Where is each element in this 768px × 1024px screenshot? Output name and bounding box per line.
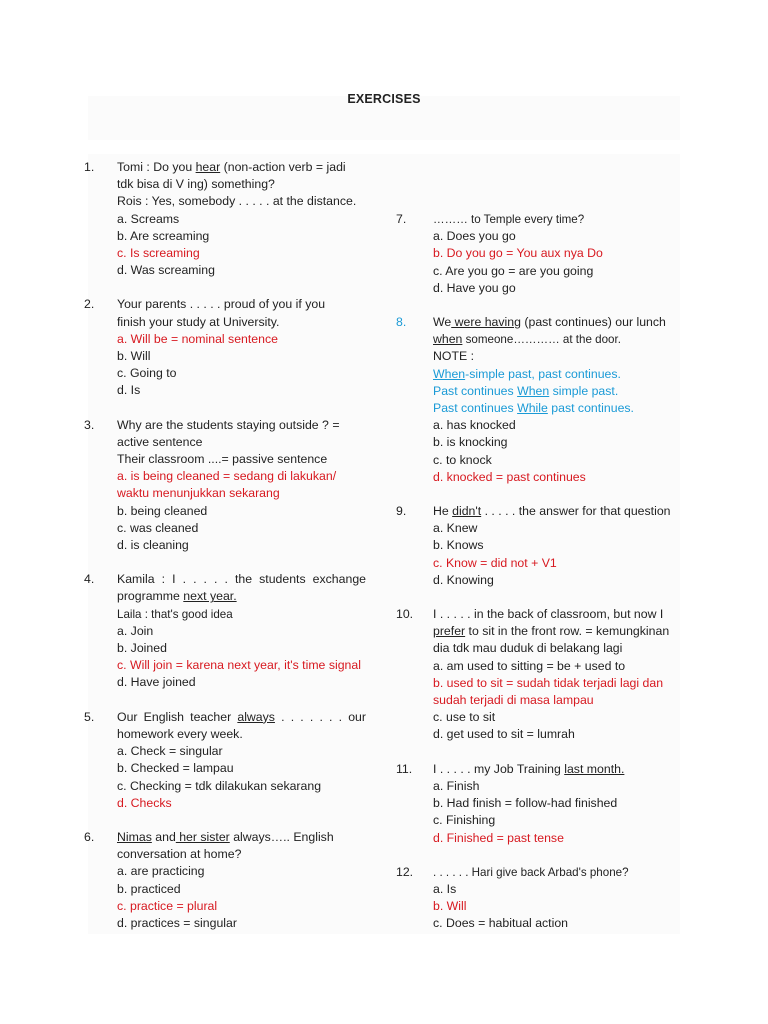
question-line [433,555,678,572]
question-line [117,468,366,485]
text-run: c. Are you go = are you going [433,263,594,278]
text-run: Nimas [117,829,152,844]
text-run: a. am used to sitting = be + used to [433,658,626,673]
text-run: simple past. [549,383,619,398]
question-line [433,503,678,520]
text-run: b. Do you go = You aux nya Do [433,246,603,261]
question-number: 5. [84,709,95,724]
text-run: Past continues [433,401,518,416]
question-line [433,228,678,245]
text-run: a. is being cleaned = sedang di lakukan/ [117,469,337,484]
question-number: 6. [84,829,95,844]
text-run: We [433,315,452,330]
text-run: d. practices = singular [117,915,237,930]
text-run: tdk bisa di V ing) something? [117,177,275,192]
text-run: a. are practicing [117,864,205,879]
question-10 [396,606,678,744]
question-12 [396,864,678,933]
question-line [117,245,366,262]
question-line [117,606,366,623]
text-run: past continues. [547,401,634,416]
text-run: d. Checks [117,795,172,810]
text-run: I . . . . . my Job Training [433,761,565,776]
question-line [433,520,678,537]
text-run: . . . . . . . our [274,709,366,724]
text-run: b. being cleaned [117,503,208,518]
text-run: b. used to sit = sudah tidak terjadi lagi dan [433,675,664,690]
text-run: ……… to Temple every time? [433,213,585,226]
question-line [117,863,366,880]
text-run: homework every week. [117,726,243,741]
question-line [433,640,678,657]
question-line [117,485,366,502]
text-run: c. Going to [117,366,177,381]
text-run: Tomi : Do you [117,160,196,174]
question-line [433,864,678,881]
question-line [117,314,366,331]
question-line [433,280,678,297]
text-run: c. Does = habitual action [433,916,569,931]
text-run: c. use to sit [433,710,496,725]
question-line [433,623,678,640]
text-run: c. Checking = tdk dilakukan sekarang [117,778,322,793]
question-line [433,417,678,434]
text-run: c. Know = did not + V1 [433,555,557,570]
text-run: someone………… at the door. [462,333,621,347]
text-run: always [237,709,275,724]
question-line [117,451,366,468]
question-line [117,623,366,640]
text-run: When [517,383,550,398]
question-line [117,503,366,520]
question-line [433,675,678,692]
question-line [433,400,678,417]
text-run: hear [195,160,221,174]
text-run: a. Screams [117,211,180,226]
text-run: waktu menunjukkan sekarang [117,486,280,501]
question-line [117,760,366,777]
question-line [117,571,366,588]
text-run: a. Finish [433,778,480,793]
text-run: c. practice = plural [117,898,218,913]
question-number: 9. [396,504,407,519]
text-run: c. was cleaned [117,520,199,535]
text-run: a. Knew [433,521,478,536]
question-line [433,348,678,365]
text-run: b. is knocking [433,435,508,450]
question-5 [84,709,366,812]
question-line [433,434,678,451]
text-run: b. practiced [117,881,181,896]
text-run: Why are the students staying outside ? = [117,417,340,432]
text-run: last month. [564,761,625,776]
text-run: a. has knocked [433,418,516,433]
question-number: 4. [84,572,95,587]
question-line [433,830,678,847]
question-line [117,709,366,726]
text-run: active sentence [117,434,203,449]
text-run: b. Are screaming [117,228,210,243]
question-number: 11. [396,761,413,776]
question-line [433,812,678,829]
text-run: conversation at home? [117,847,242,862]
question-line [433,658,678,675]
question-line [117,915,366,932]
question-line [433,898,678,915]
text-run: d. Is [117,383,141,398]
text-run: when [433,332,463,347]
text-run: b. Will [117,349,151,364]
text-run: always….. English [229,829,334,844]
text-run: a. Is [433,881,457,896]
text-run: While [517,401,548,416]
question-line [433,709,678,726]
text-run: c. Will join = karena next year, it's time signal [117,658,361,673]
text-run: Your parents . . . . . proud of you if you [117,297,326,312]
text-run: NOTE : [433,349,474,364]
question-line [117,520,366,537]
question-line [433,761,678,778]
question-line [433,331,678,348]
question-line [433,881,678,898]
text-run: b. Checked = lampau [117,761,234,776]
text-run: prefer [433,624,466,639]
question-line [433,383,678,400]
question-11 [396,761,678,847]
text-run: a. Does you go [433,229,516,244]
text-run: her sister [175,829,230,844]
text-run: were having [451,315,521,330]
text-run: Laila : that's good idea [117,607,233,621]
question-line [117,588,366,605]
text-run: . . . . . . Hari give back Arbad's phone? [433,865,629,879]
question-line [117,898,366,915]
question-number: 12. [396,864,414,879]
question-number: 8. [396,315,407,330]
question-number: 7. [396,212,407,226]
text-run: next year. [183,589,237,604]
text-run: d. is cleaning [117,538,189,553]
right-column [396,211,678,933]
text-run: d. knocked = past continues [433,469,586,484]
text-run: d. Have you go [433,280,516,295]
question-line [117,674,366,691]
text-run: and [151,829,176,844]
text-run: d. Was screaming [117,263,215,278]
question-line [117,262,366,279]
text-run: When [433,366,466,381]
question-line [117,640,366,657]
text-run: dia tdk mau duduk di belakang lagi [433,641,623,656]
text-run: didn't [452,504,482,519]
text-run: to sit in the front row. = kemungkinan [465,624,670,639]
question-line [117,331,366,348]
text-run: I . . . . . in the back of classroom, but now I [433,607,664,622]
question-line [433,263,678,280]
question-line [117,228,366,245]
text-run: finish your study at University. [117,314,280,329]
question-line [433,915,678,932]
question-line [117,348,366,365]
question-line [433,537,678,554]
question-line [117,417,366,434]
page-title: EXERCISES [347,92,421,106]
text-run: c. Finishing [433,813,496,828]
question-number: 3. [84,417,95,432]
question-line [117,211,366,228]
question-line [433,211,678,228]
text-run: (non-action verb = jadi [220,160,346,174]
question-number: 1. [84,160,95,174]
question-line [117,778,366,795]
question-line [117,829,366,846]
text-run: (past continues) our lunch [520,315,666,330]
question-line [117,743,366,760]
text-run: . . . . . the answer for that question [481,504,671,519]
question-8 [396,314,678,486]
question-3 [84,417,366,555]
text-run: b. Had finish = follow-had finished [433,796,618,811]
question-line [433,726,678,743]
text-run: c. Is screaming [117,246,200,261]
question-line [117,726,366,743]
text-run: a. Will be = nominal sentence [117,331,278,346]
question-line [433,795,678,812]
question-line [117,296,366,313]
question-line [117,434,366,451]
question-line [117,176,366,193]
text-run: Past continues [433,383,518,398]
question-9 [396,503,678,589]
text-run: Rois : Yes, somebody . . . . . at the distance. [117,194,357,209]
text-run: Their classroom ....= passive sentence [117,452,328,467]
question-number: 10. [396,607,414,622]
question-line [117,846,366,863]
text-run: d. get used to sit = lumrah [433,727,575,742]
text-run: a. Check = singular [117,744,223,759]
question-line [433,452,678,469]
text-run: He [433,504,453,519]
question-line [117,159,366,176]
question-line [117,382,366,399]
text-run: d. Finished = past tense [433,830,564,845]
question-line [433,314,678,331]
question-6 [84,829,366,932]
question-line [117,365,366,382]
text-run: Kamila : I . . . . . the students exchange [117,572,366,587]
question-number: 2. [84,297,95,312]
text-run: c. to knock [433,452,492,467]
text-run: d. Knowing [433,572,494,587]
text-run: -simple past, past continues. [465,366,621,381]
text-run: b. Will [433,899,467,914]
question-line [433,606,678,623]
question-line [433,245,678,262]
text-run: d. Have joined [117,675,196,690]
question-line [433,469,678,486]
question-line [433,692,678,709]
text-run: b. Joined [117,641,167,656]
text-run: programme [117,589,184,604]
question-1 [84,159,366,279]
question-4 [84,571,366,691]
question-line [433,572,678,589]
question-2 [84,296,366,399]
text-run: sudah terjadi di masa lampau [433,693,594,708]
question-line [433,366,678,383]
text-run: b. Knows [433,538,484,553]
question-line [117,881,366,898]
left-column [84,159,366,932]
text-run: a. Join [117,623,154,638]
text-run: Our English teacher [117,709,238,724]
question-line [117,657,366,674]
question-7 [396,211,678,297]
question-line [433,778,678,795]
question-line [117,537,366,554]
question-line [117,193,366,210]
question-line [117,795,366,812]
